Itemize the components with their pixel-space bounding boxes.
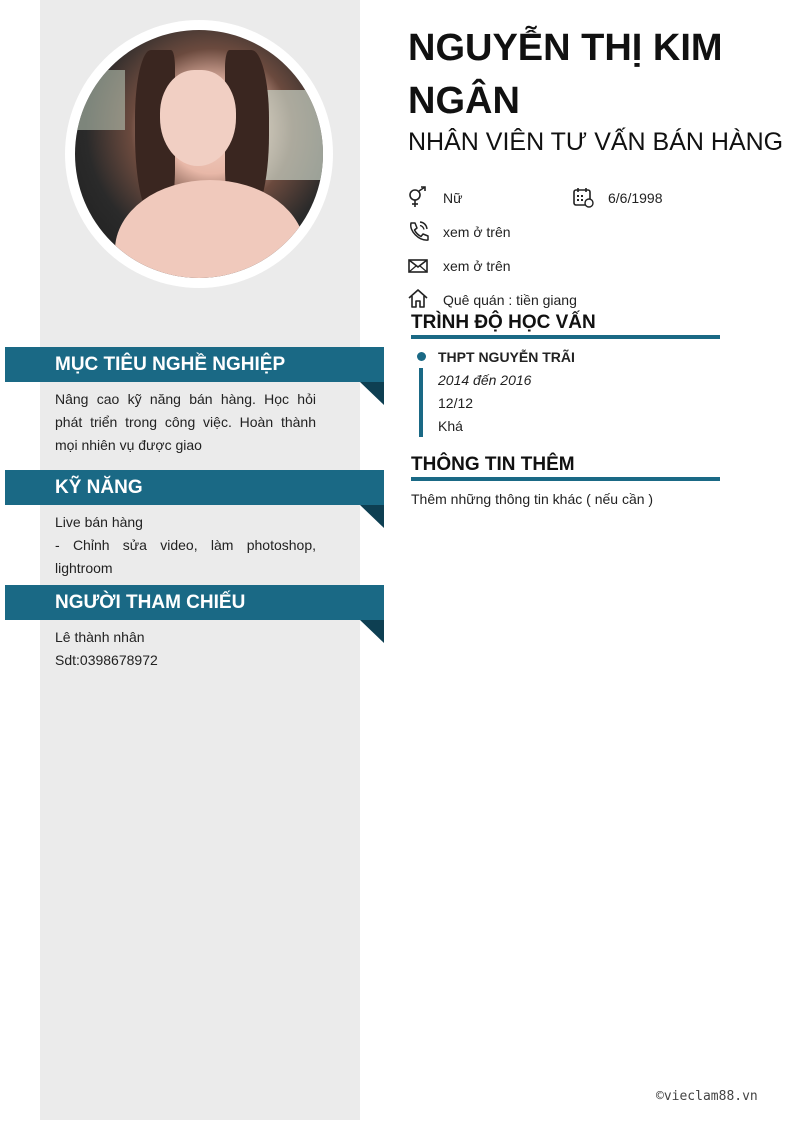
skills-header: KỸ NĂNG [5, 470, 384, 505]
calendar-icon [572, 186, 594, 208]
school-period: 2014 đến 2016 [438, 372, 532, 388]
skills-header-fold [360, 505, 384, 528]
watermark: ©vieclam88.vn [656, 1089, 758, 1104]
home-icon [407, 288, 429, 310]
skills-text [55, 511, 316, 580]
school-grade: 12/12 [438, 395, 474, 411]
avatar-photo [75, 30, 323, 278]
skill-line: - Chỉnh sửa video, làm photoshop, lightroom [55, 537, 316, 576]
objective-header: MỤC TIÊU NGHỀ NGHIỆP [5, 347, 384, 382]
objective-text: Nâng cao kỹ năng bán hàng. Học hỏi phát triển trong công việc. Hoàn thành mọi nhiên vụ được giao [55, 391, 316, 453]
gender-value: Nữ [443, 190, 463, 206]
references-header-fold [360, 620, 384, 643]
references-text [55, 626, 316, 672]
phone-value: xem ở trên [443, 224, 511, 240]
school-ranking: Khá [438, 418, 463, 434]
school-name: THPT NGUYỄN TRÃI [438, 349, 575, 365]
reference-phone: Sdt:0398678972 [55, 652, 158, 668]
birthday-value: 6/6/1998 [608, 190, 663, 206]
address-value: Quê quán : tiền giang [443, 292, 577, 308]
envelope-icon [407, 255, 429, 277]
objective-header-fold [360, 382, 384, 405]
extra-info-header: THÔNG TIN THÊM [411, 454, 720, 481]
phone-icon [407, 220, 429, 242]
education-header: TRÌNH ĐỘ HỌC VẤN [411, 312, 720, 339]
extra-info-text: Thêm những thông tin khác ( nếu cần ) [411, 491, 654, 507]
references-header: NGƯỜI THAM CHIẾU [5, 585, 384, 620]
reference-name: Lê thành nhân [55, 629, 145, 645]
job-title: NHÂN VIÊN TƯ VẤN BÁN HÀNG [408, 128, 784, 156]
gender-icon [407, 186, 429, 208]
skill-line: Live bán hàng [55, 514, 143, 530]
timeline-line [419, 368, 423, 437]
email-value: xem ở trên [443, 258, 511, 274]
timeline-dot [417, 352, 426, 361]
candidate-name: NGUYỄN THỊ KIM NGÂN [408, 27, 723, 122]
